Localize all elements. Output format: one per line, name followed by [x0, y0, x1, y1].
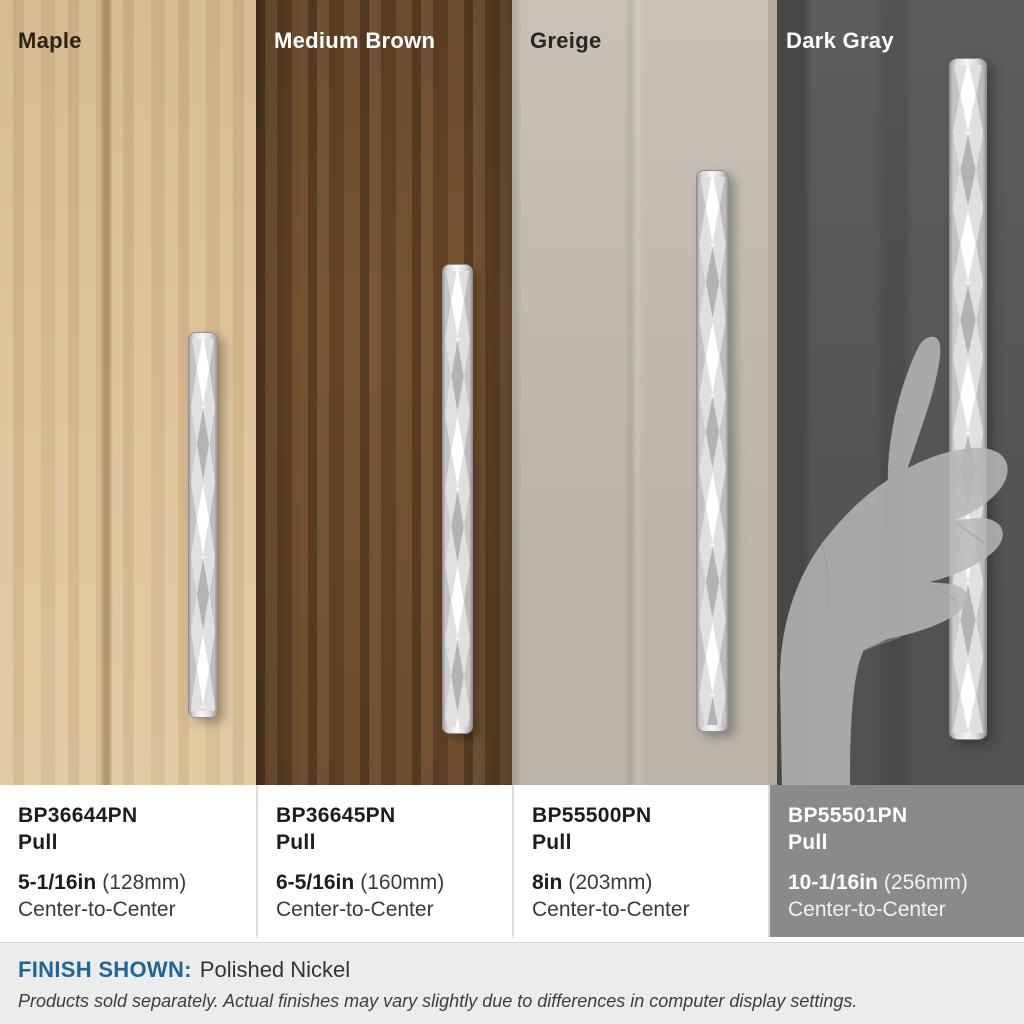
- product-info-panel: [768, 785, 1024, 937]
- size-line: [532, 869, 758, 896]
- product-type: Pull: [532, 831, 572, 854]
- dimension-label: Center-to-Center: [18, 898, 176, 921]
- finish-shown-label: FINISH SHOWN:: [18, 957, 192, 982]
- finish-label: Maple: [18, 28, 82, 53]
- product-info-panel: [512, 785, 768, 937]
- part-number: BP55500PN: [532, 804, 652, 827]
- disclaimer-text: Products sold separately. Actual finishes may vary slightly due to differences in computer display settings.: [18, 991, 858, 1011]
- swatch-column-medium-brown: [256, 0, 512, 785]
- finish-shown-line: [18, 956, 1006, 984]
- size-millimeters: (128mm): [102, 871, 187, 894]
- size-line: [276, 869, 502, 896]
- product-info-row: [0, 785, 1024, 937]
- hand-icon: [768, 326, 1024, 785]
- finish-label: Medium Brown: [274, 28, 436, 53]
- pull-handle-icon: [188, 332, 218, 718]
- part-number: BP55501PN: [788, 804, 908, 827]
- finish-shown-value: Polished Nickel: [199, 957, 351, 982]
- part-number: BP36644PN: [18, 804, 138, 827]
- footer: [0, 942, 1024, 1024]
- dimension-label: Center-to-Center: [532, 898, 690, 921]
- pull-handle-icon: [442, 264, 473, 734]
- size-inches: 10-1/16in: [788, 871, 878, 894]
- product-type: Pull: [276, 831, 316, 854]
- part-number: BP36645PN: [276, 804, 396, 827]
- size-inches: 6-5/16in: [276, 871, 355, 894]
- size-inches: 8in: [532, 871, 563, 894]
- product-info-panel: [0, 785, 256, 937]
- swatch-column-greige: [512, 0, 768, 785]
- pull-handle-icon: [696, 170, 729, 732]
- size-millimeters: (160mm): [360, 871, 445, 894]
- product-type: Pull: [18, 831, 58, 854]
- dimension-label: Center-to-Center: [276, 898, 434, 921]
- swatch-column-maple: [0, 0, 256, 785]
- size-millimeters: (203mm): [568, 871, 653, 894]
- size-line: [18, 869, 246, 896]
- dimension-label: Center-to-Center: [788, 898, 946, 921]
- size-millimeters: (256mm): [883, 871, 968, 894]
- size-inches: 5-1/16in: [18, 871, 97, 894]
- finish-label: Greige: [530, 28, 602, 53]
- swatch-column-dark-gray: [768, 0, 1024, 785]
- finish-label: Dark Gray: [786, 28, 894, 53]
- size-line: [788, 869, 1014, 896]
- product-info-panel: [256, 785, 512, 937]
- product-type: Pull: [788, 831, 828, 854]
